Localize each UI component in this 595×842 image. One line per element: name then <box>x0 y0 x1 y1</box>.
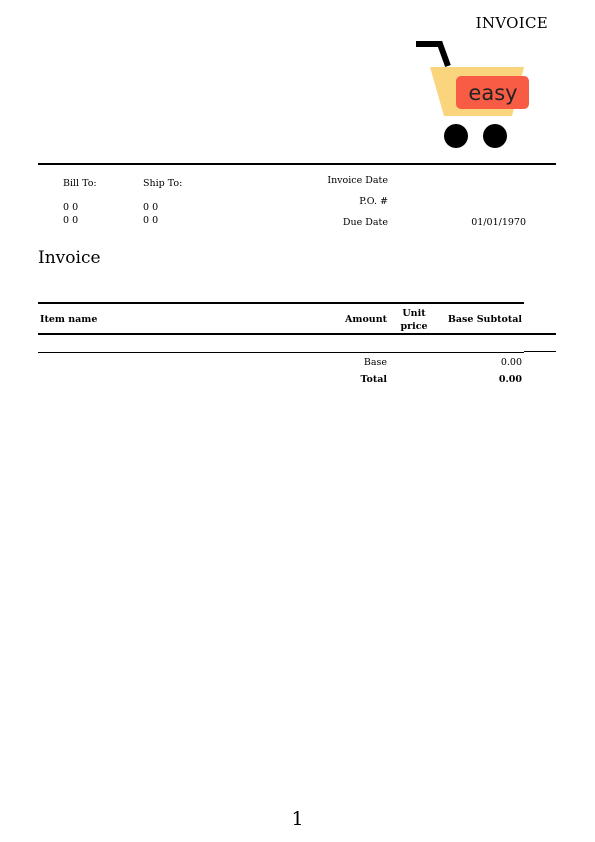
ship-to-line-1: 0 0 <box>143 202 159 213</box>
cart-wheel-right-icon <box>483 124 507 148</box>
total-value: 0.00 <box>498 374 522 385</box>
invoice-date-label: Invoice Date <box>327 175 388 186</box>
base-value: 0.00 <box>500 357 522 368</box>
logo-text: easy <box>468 81 518 105</box>
total-label: Total <box>360 374 387 385</box>
due-date-label: Due Date <box>342 217 388 228</box>
table-header-bottom-rule <box>38 333 556 335</box>
column-header-unit-price-2: price <box>400 321 428 332</box>
bill-to-line-1: 0 0 <box>63 202 79 213</box>
header-divider <box>38 163 556 165</box>
cart-wheel-left-icon <box>444 124 468 148</box>
table-body-rule <box>38 352 524 353</box>
page-number: 1 <box>291 808 304 830</box>
cart-handle-icon <box>416 44 448 66</box>
column-header-amount: Amount <box>345 314 387 325</box>
column-header-subtotal: Base Subtotal <box>447 314 522 325</box>
table-body-rule-right <box>524 351 556 352</box>
due-date-value: 01/01/1970 <box>471 217 526 228</box>
easy-cart-logo <box>414 40 534 152</box>
invoice-title: INVOICE <box>475 14 548 32</box>
section-title: Invoice <box>38 248 101 268</box>
column-header-item: Item name <box>40 314 98 325</box>
base-label: Base <box>363 357 387 368</box>
column-header-unit-price-1: Unit <box>402 308 426 319</box>
ship-to-label: Ship To: <box>143 178 183 189</box>
ship-to-line-2: 0 0 <box>143 215 159 226</box>
bill-to-label: Bill To: <box>63 178 97 189</box>
po-label: P.O. # <box>359 196 388 207</box>
bill-to-line-2: 0 0 <box>63 215 79 226</box>
table-top-rule <box>38 302 524 304</box>
